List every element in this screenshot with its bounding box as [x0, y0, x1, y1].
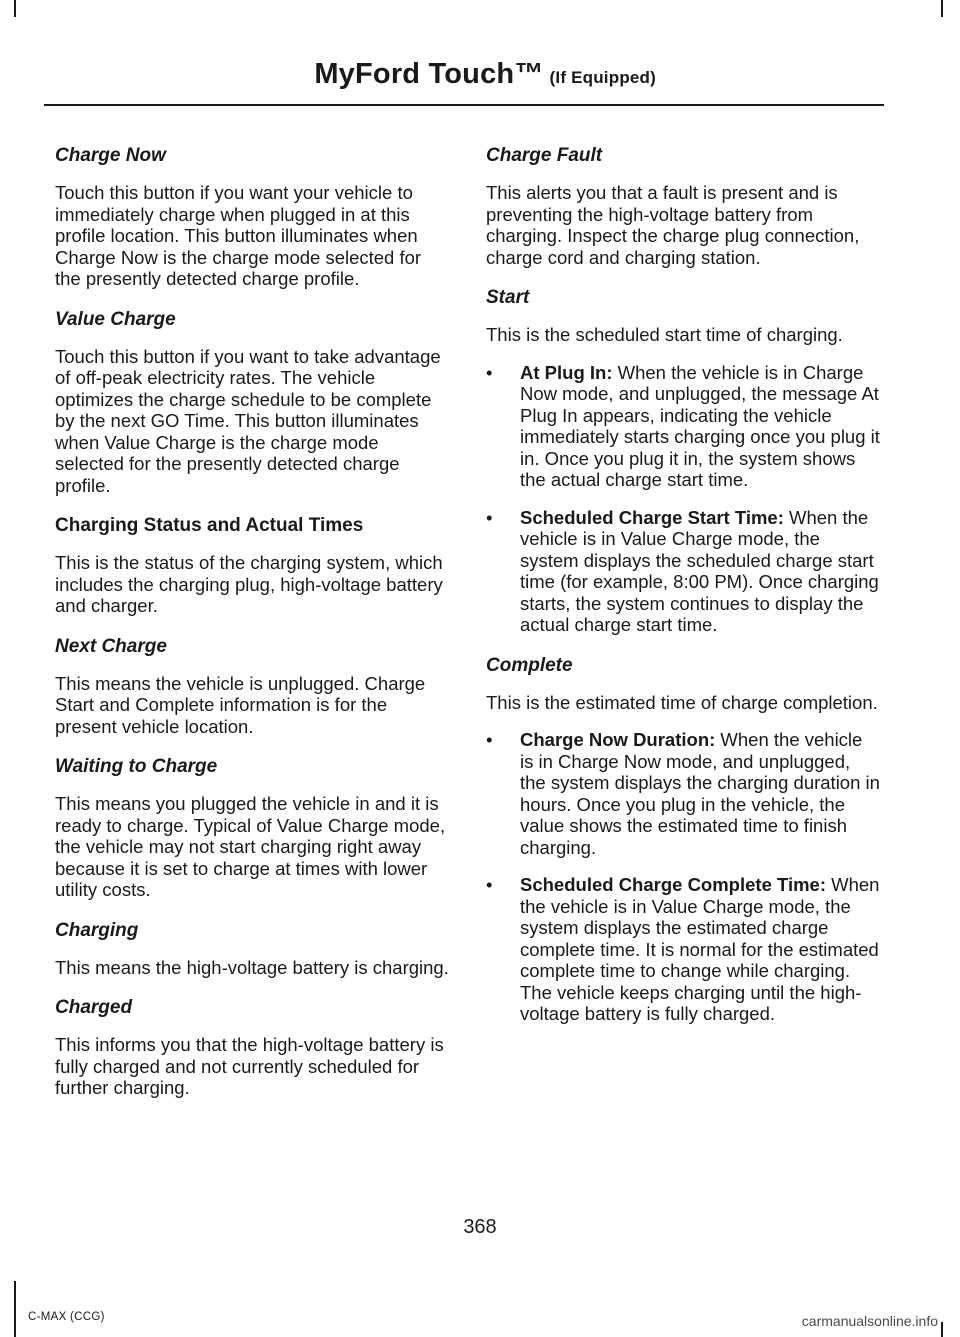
- section-start: [486, 284, 880, 636]
- section-heading: Complete: [486, 654, 573, 676]
- section-heading: Charge Fault: [486, 145, 603, 166]
- bullet-icon: •: [486, 874, 493, 895]
- section-heading: Charge Now: [55, 145, 166, 166]
- bullet-text: When the vehicle is in Value Charge mode, the system displays the estimated charge complete time. It is normal for the estimated complete time to change while charging. The vehicle keeps charging until the high-voltage battery is fully charged.: [520, 874, 880, 1024]
- bullet-icon: •: [486, 729, 493, 750]
- header-suffix: (If Equipped): [549, 68, 656, 87]
- section-value-charge: [55, 306, 449, 497]
- bullet-term: Scheduled Charge Complete Time:: [520, 874, 826, 895]
- bullet-text: When the vehicle is in Charge Now mode, and unplugged, the message At Plug In appears, indicating the vehicle immediately starts charging once you plug it in. Once you plug it in, the system shows the actual charge start time.: [520, 361, 880, 490]
- right-column: [486, 142, 880, 1041]
- section-heading: Charged: [55, 997, 133, 1018]
- section-text: Touch this button if you want to take advantage of off-peak electricity rates. The vehicle optimizes the charge schedule to be complete by the next GO Time. This button illuminates when Value Charge is the charge mode selected for the presently detected charge profile.: [55, 345, 441, 496]
- section-text: This alerts you that a fault is present and is preventing the high-voltage battery from charging. Inspect the charge plug connection, charge cord and charging station.: [486, 182, 860, 268]
- section-charging-status: [55, 512, 449, 617]
- watermark: carmanualsonline.info: [801, 1313, 938, 1329]
- section-text: This means the high-voltage battery is charging.: [55, 956, 449, 978]
- section-charge-fault: [486, 142, 880, 268]
- page-header: [314, 58, 656, 91]
- section-text: This is the status of the charging system, which includes the charging plug, high-voltage battery and charger.: [55, 552, 443, 616]
- section-text: This means the vehicle is unplugged. Charge Start and Complete information is for the present vehicle location.: [55, 672, 426, 737]
- complete-bullet-list: [486, 729, 880, 1025]
- list-item: [486, 507, 880, 636]
- crop-mark-bottom-right: [941, 1322, 943, 1337]
- section-charge-now: [55, 142, 449, 290]
- section-waiting-to-charge: [55, 753, 449, 901]
- section-heading: Charging Status and Actual Times: [55, 515, 364, 536]
- bullet-icon: •: [486, 361, 493, 383]
- start-bullet-list: [486, 362, 880, 636]
- section-heading: Waiting to Charge: [55, 756, 218, 777]
- bullet-icon: •: [486, 506, 493, 528]
- section-text: This is the scheduled start time of charging.: [486, 324, 843, 345]
- section-heading: Start: [486, 287, 530, 308]
- section-text: Touch this button if you want your vehicle to immediately charge when plugged in at this profile location. This button illuminates when Charge Now is the charge mode selected for the presently detected charge profile.: [55, 182, 422, 289]
- section-next-charge: [55, 633, 449, 738]
- bullet-term: Charge Now Duration:: [520, 729, 716, 750]
- list-item: [486, 874, 880, 1025]
- page-number: 368: [463, 1216, 497, 1238]
- section-charged: [55, 994, 449, 1099]
- crop-mark-bottom-left: [14, 1281, 16, 1337]
- section-complete: [486, 652, 880, 1025]
- section-heading: Charging: [55, 919, 139, 941]
- section-text: This informs you that the high-voltage battery is fully charged and not currently scheduled for further charging.: [55, 1034, 444, 1098]
- bullet-term: Scheduled Charge Start Time:: [520, 506, 784, 528]
- section-text: This is the estimated time of charge completion.: [486, 691, 878, 713]
- crop-mark-top-right: [941, 0, 943, 17]
- header-rule: [44, 104, 884, 106]
- section-charging: [55, 917, 449, 979]
- section-heading: Value Charge: [55, 308, 176, 330]
- list-item: [486, 729, 880, 858]
- crop-mark-top-left: [14, 0, 16, 17]
- section-heading: Next Charge: [55, 635, 167, 657]
- header-title: MyFord Touch™: [314, 58, 544, 90]
- section-text: This means you plugged the vehicle in and it is ready to charge. Typical of Value Charge mode, the vehicle may not start charging right away because it is set to charge at times with lower utility costs.: [55, 793, 446, 900]
- model-code: C-MAX (CCG): [28, 1311, 105, 1323]
- list-item: [486, 362, 880, 491]
- bullet-term: At Plug In:: [520, 361, 613, 383]
- bullet-text: When the vehicle is in Charge Now mode, and unplugged, the system displays the charging duration in hours. Once you plug in the vehicle, the value shows the estimated time to finish charging.: [520, 729, 880, 858]
- bullet-text: When the vehicle is in Value Charge mode, the system displays the scheduled charge start time (for example, 8:00 PM). Once charging starts, the system continues to display the actual charge start time.: [520, 506, 879, 635]
- left-column: [55, 142, 449, 1115]
